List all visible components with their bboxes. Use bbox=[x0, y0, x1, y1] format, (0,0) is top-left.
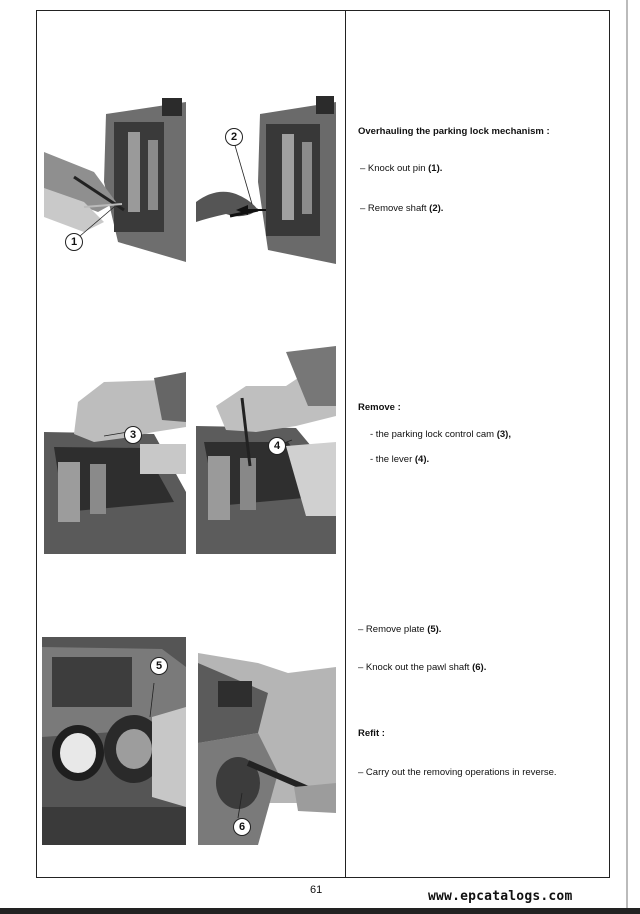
photo-lever bbox=[196, 346, 336, 554]
step-text: - the lever bbox=[370, 454, 415, 465]
step-knock-out-pin bbox=[360, 163, 442, 174]
bottom-bar bbox=[0, 908, 640, 914]
watermark: www.epcatalogs.com bbox=[428, 889, 573, 904]
step-ref: (2). bbox=[429, 203, 444, 214]
photo-pawl-shaft bbox=[198, 653, 336, 845]
step-text: – Carry out the removing operations in reverse. bbox=[358, 767, 557, 778]
step-ref: (1). bbox=[428, 163, 443, 174]
page-edge bbox=[626, 0, 628, 914]
section1-heading: Overhauling the parking lock mechanism : bbox=[358, 126, 550, 137]
callout-2: 2 bbox=[225, 128, 243, 146]
step-refit-reverse bbox=[358, 767, 557, 778]
callout-4: 4 bbox=[268, 437, 286, 455]
step-ref: (3), bbox=[496, 429, 511, 440]
step-text: - the parking lock control cam bbox=[370, 429, 497, 440]
callout-5: 5 bbox=[150, 657, 168, 675]
column-divider bbox=[345, 10, 346, 878]
step-text: – Knock out pin bbox=[360, 163, 429, 174]
page-number: 61 bbox=[310, 884, 323, 896]
section4-heading: Refit : bbox=[358, 728, 385, 739]
step-lever bbox=[370, 454, 429, 465]
step-text: – Remove shaft bbox=[360, 203, 430, 214]
photo-control-cam bbox=[44, 372, 186, 554]
step-ref: (4). bbox=[414, 454, 430, 465]
step-remove-plate bbox=[358, 624, 441, 635]
section2-heading: Remove : bbox=[358, 402, 401, 413]
step-text: – Remove plate bbox=[358, 624, 428, 635]
step-pawl-shaft bbox=[358, 662, 486, 673]
callout-3: 3 bbox=[124, 426, 142, 444]
callout-1: 1 bbox=[65, 233, 83, 251]
step-text: – Knock out the pawl shaft bbox=[358, 662, 473, 673]
step-control-cam bbox=[370, 429, 511, 440]
step-ref: (5). bbox=[427, 624, 442, 635]
step-remove-shaft bbox=[360, 203, 443, 214]
step-ref: (6). bbox=[472, 662, 487, 673]
photo-shaft-removal bbox=[196, 92, 336, 267]
callout-6: 6 bbox=[233, 818, 251, 836]
